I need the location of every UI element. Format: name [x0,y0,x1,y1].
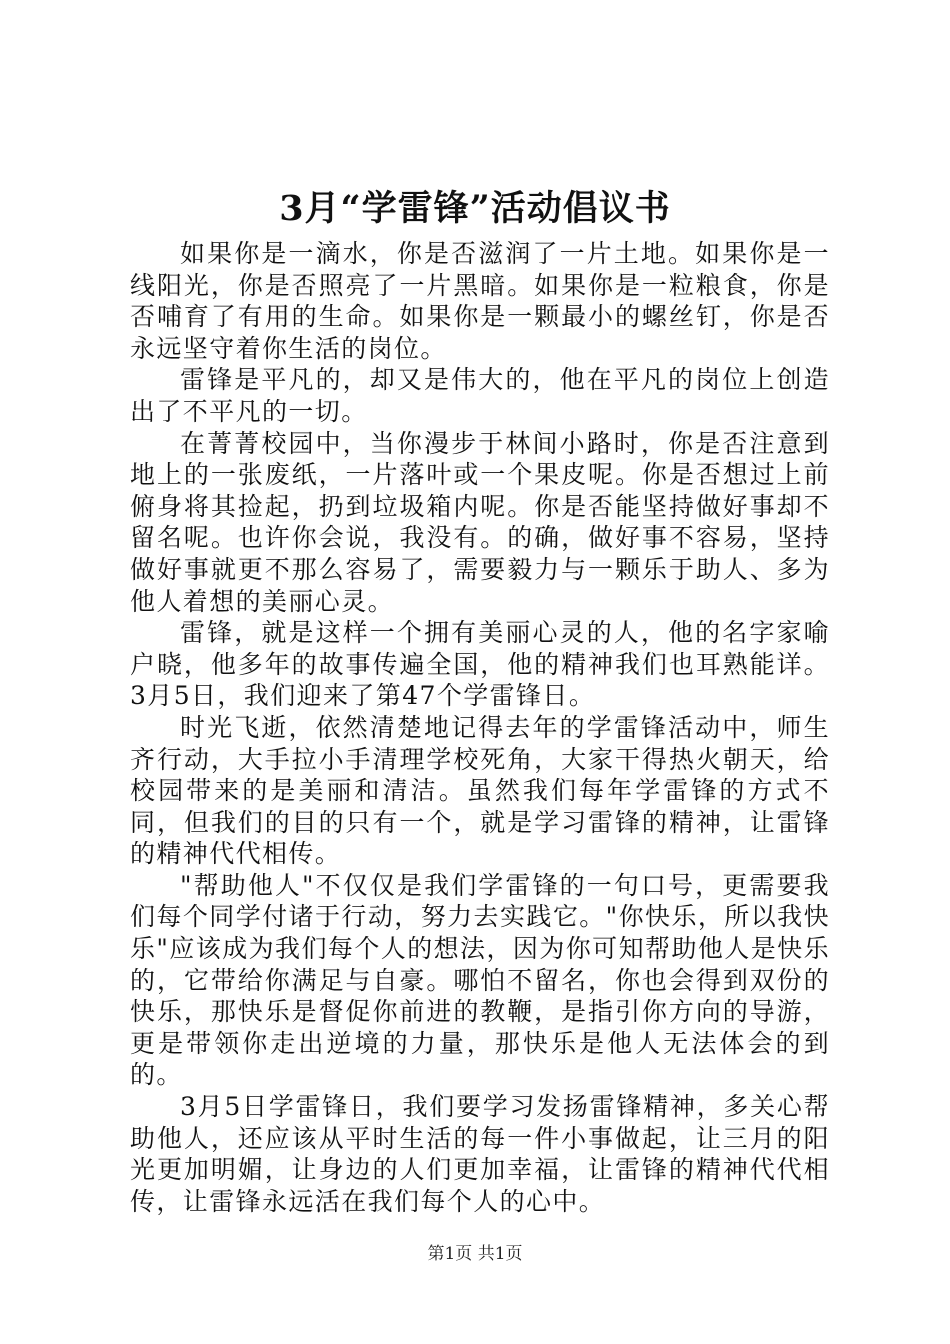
paragraph-3: 在菁菁校园中，当你漫步于林间小路时，你是否注意到地上的一张废纸，一片落叶或一个果皮呢。你是否想过上前俯身将其捡起，扔到垃圾箱内呢。你是否能坚持做好事却不留名呢。也许你会说，我没有。的确，做好事不容易，坚持做好事就更不那么容易了，需要毅力与一颗乐于助人、多为他人着想的美丽心灵。 [130,428,830,616]
paragraph-5: 时光飞逝，依然清楚地记得去年的学雷锋活动中，师生齐行动，大手拉小手清理学校死角，大家干得热火朝天，给校园带来的是美丽和清洁。虽然我们每年学雷锋的方式不同，但我们的目的只有一个，就是学习雷锋的精神，让雷锋的精神代代相传。 [130,712,830,869]
paragraph-4: 雷锋，就是这样一个拥有美丽心灵的人，他的名字家喻户晓，他多年的故事传遍全国，他的精神我们也耳熟能详。3月5日，我们迎来了第47个学雷锋日。 [130,618,830,711]
page-footer: 第1页 共1页 [427,1244,523,1264]
paragraph-7: 3月5日学雷锋日，我们要学习发扬雷锋精神，多关心帮助他人，还应该从平时生活的每一件小事做起，让三月的阳光更加明媚，让身边的人们更加幸福，让雷锋的精神代代相传，让雷锋永远活在我们每个人的心中。 [130,1092,830,1216]
paragraph-2: 雷锋是平凡的，却又是伟大的，他在平凡的岗位上创造出了不平凡的一切。 [130,365,830,426]
paragraph-1: 如果你是一滴水，你是否滋润了一片土地。如果你是一线阳光，你是否照亮了一片黑暗。如果你是一粒粮食，你是否哺育了有用的生命。如果你是一颗最小的螺丝钉，你是否永远坚守着你生活的岗位。 [130,239,830,363]
document-body [130,238,830,1217]
document-title: 3月“学雷锋”活动倡议书 [279,188,671,229]
paragraph-6: "帮助他人"不仅仅是我们学雷锋的一句口号，更需要我们每个同学付诸于行动，努力去实践它。"你快乐，所以我快乐"应该成为我们每个人的想法，因为你可知帮助他人是快乐的，它带给你满足与自豪。哪怕不留名，你也会得到双份的快乐，那快乐是督促你前进的教鞭，是指引你方向的导游，更是带领你走出逆境的力量，那快乐是他人无法体会的到的。 [130,870,830,1090]
